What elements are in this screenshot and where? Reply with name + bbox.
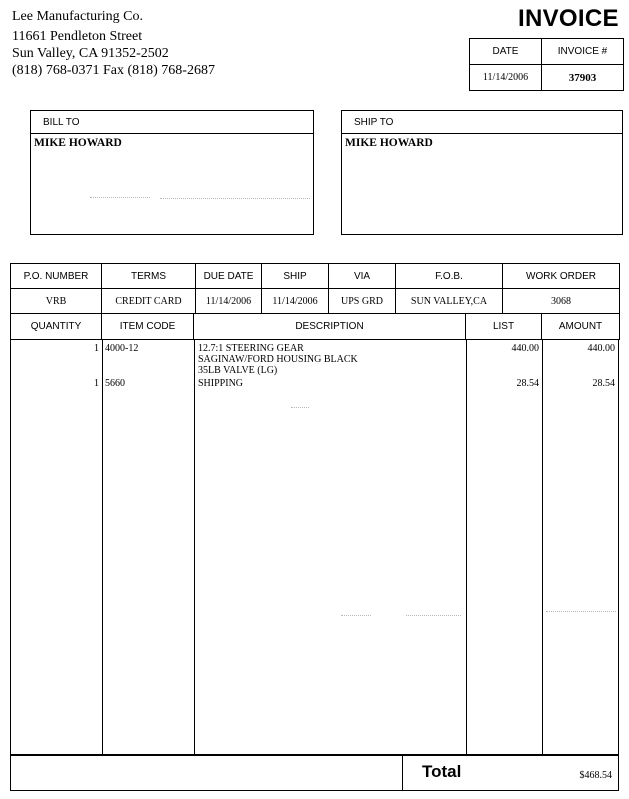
line-item-2-description-line-1: SHIPPING: [198, 378, 244, 389]
ship-to-label: SHIP TO: [342, 111, 622, 134]
line-items-area: [10, 339, 619, 755]
line-item-1-description-line-2: SAGINAW/FORD HOUSING BLACK: [198, 354, 358, 365]
invoice-number: 37903: [542, 65, 624, 91]
fob: SUN VALLEY,CA: [396, 289, 503, 314]
line-item-1-description-line-3: 35LB VALVE (LG): [198, 365, 278, 376]
invoice-meta-box: [469, 38, 624, 91]
due-date-header: DUE DATE: [196, 264, 262, 289]
order-info-table: [10, 263, 620, 314]
via: UPS GRD: [329, 289, 396, 314]
invoice-number-label: INVOICE #: [542, 39, 624, 65]
ship-to-box: [341, 110, 623, 235]
line-item-1-quantity: 1: [94, 343, 99, 354]
total-label: Total: [422, 762, 462, 781]
items-header-row: [10, 313, 620, 340]
company-phone: (818) 768-0371 Fax (818) 768-2687: [12, 63, 215, 78]
invoice-date: 11/14/2006: [470, 65, 542, 91]
total-row: [10, 755, 619, 791]
bill-to-name: MIKE HOWARD: [34, 137, 122, 149]
ship-header: SHIP: [262, 264, 329, 289]
via-header: VIA: [329, 264, 396, 289]
company-name: Lee Manufacturing Co.: [12, 9, 144, 24]
work-order-header: WORK ORDER: [503, 264, 620, 289]
item-code-header: ITEM CODE: [102, 314, 194, 340]
ship-date: 11/14/2006: [262, 289, 329, 314]
ship-to-name: MIKE HOWARD: [345, 137, 433, 149]
quantity-header: QUANTITY: [11, 314, 102, 340]
line-item-2-quantity: 1: [94, 378, 99, 389]
fob-header: F.O.B.: [396, 264, 503, 289]
terms-header: TERMS: [102, 264, 196, 289]
po-number-header: P.O. NUMBER: [11, 264, 102, 289]
line-item-2-amount: 28.54: [592, 378, 615, 389]
line-item-1-list: 440.00: [511, 343, 539, 354]
list-header: LIST: [466, 314, 542, 340]
line-item-2-list: 28.54: [516, 378, 539, 389]
bill-to-box: [30, 110, 314, 235]
line-item-1-amount: 440.00: [587, 343, 615, 354]
company-street: 11661 Pendleton Street: [12, 29, 143, 44]
terms: CREDIT CARD: [102, 289, 196, 314]
amount-header: AMOUNT: [542, 314, 620, 340]
description-header: DESCRIPTION: [194, 314, 466, 340]
invoice-title: INVOICE: [518, 5, 619, 32]
line-item-1-code: 4000-12: [105, 343, 139, 354]
po-number: VRB: [11, 289, 102, 314]
company-city: Sun Valley, CA 91352-2502: [12, 46, 169, 61]
line-item-1-description-line-1: 12.7:1 STEERING GEAR: [198, 343, 304, 354]
line-item-2-code: 5660: [105, 378, 125, 389]
due-date: 11/14/2006: [196, 289, 262, 314]
work-order: 3068: [503, 289, 620, 314]
total-amount: $468.54: [579, 770, 612, 781]
date-label: DATE: [470, 39, 542, 65]
bill-to-label: BILL TO: [31, 111, 313, 134]
